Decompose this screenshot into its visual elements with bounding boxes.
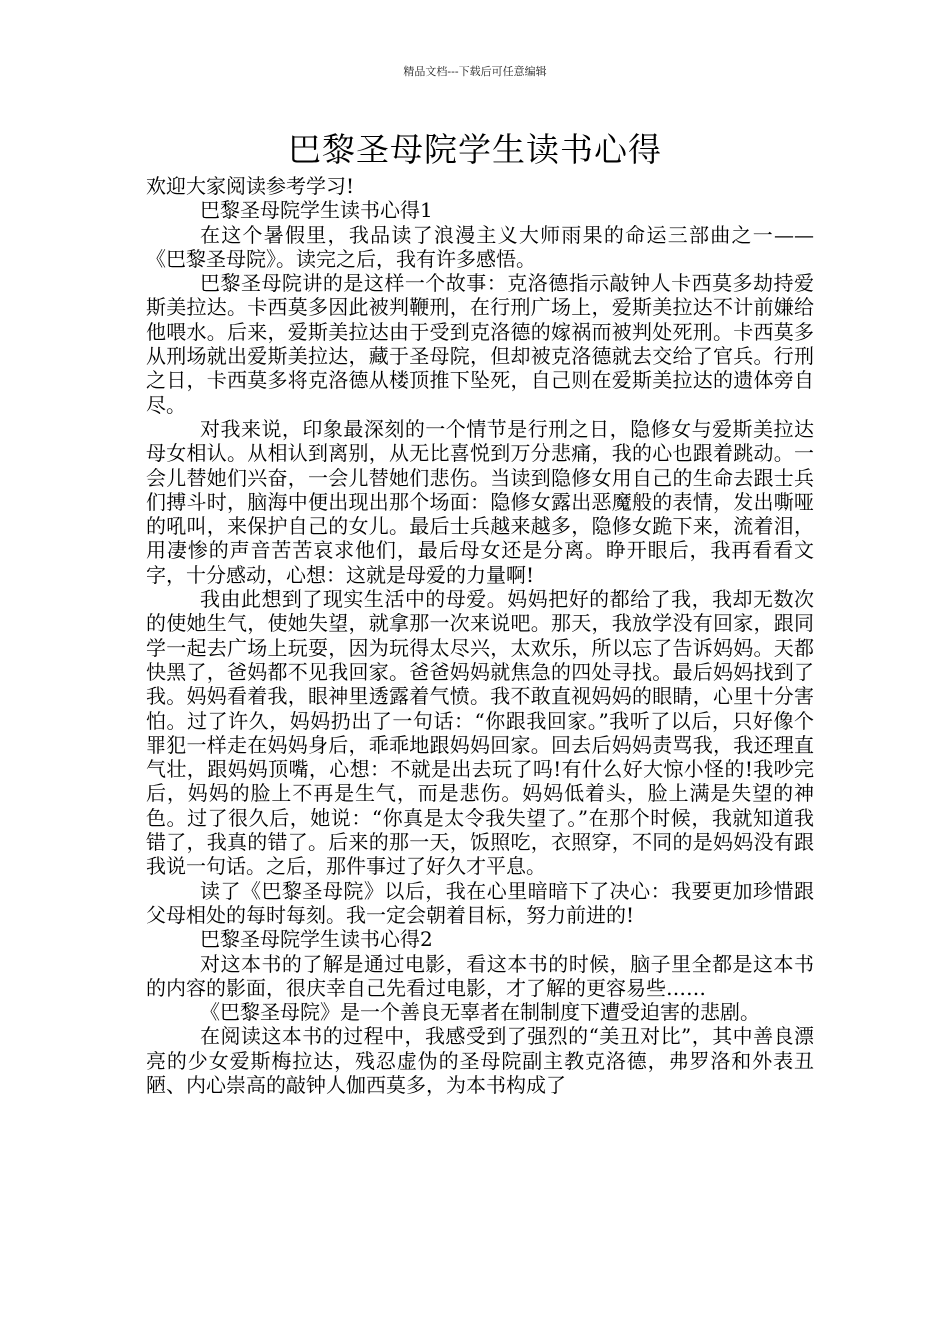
- intro-line: 欢迎大家阅读参考学习!: [146, 174, 355, 198]
- section-heading-2: 巴黎圣母院学生读书心得2: [200, 927, 433, 952]
- page-header-note: 精品文档---下载后可任意编辑: [403, 65, 547, 78]
- paragraph: 对我来说，印象最深刻的一个情节是行刑之日，隐修女与爱斯美拉达母女相认。从相认到离别，从无比喜悦到万分悲痛，我的心也跟着跳动。一会儿替她们兴奋，一会儿替她们悲伤。当读到隐修女用自己的生命去跟士兵们搏斗时，脑海中便出现出那个场面：隐修女露出恶魔般的表情，发出嘶哑的吼叫，来保护自己的女儿。最后士兵越来越多，隐修女跪下来，流着泪，用凄惨的声音苦苦哀求他们，最后母女还是分离。睁开眼后，我再看看文字，十分感动，心想：这就是母爱的力量啊!: [146, 416, 814, 587]
- document-title: 巴黎圣母院学生读书心得: [288, 130, 662, 169]
- paragraph: 巴黎圣母院讲的是这样一个故事：克洛德指示敲钟人卡西莫多劫持爱斯美拉达。卡西莫多因此被判鞭刑，在行刑广场上，爱斯美拉达不计前嫌给他喂水。后来，爱斯美拉达由于受到克洛德的嫁祸而被判处死刑。卡西莫多从刑场就出爱斯美拉达，藏于圣母院，但却被克洛德就去交给了官兵。行刑之日，卡西莫多将克洛德从楼顶推下坠死，自己则在爱斯美拉达的遗体旁自尽。: [146, 271, 814, 417]
- paragraph: 对这本书的了解是通过电影，看这本书的时候，脑子里全都是这本书的内容的影面，很庆幸自己先看过电影，才了解的更容易些……: [146, 951, 814, 1000]
- paragraph: 读了《巴黎圣母院》以后，我在心里暗暗下了决心：我要更加珍惜跟父母相处的每时每刻。我一定会朝着目标，努力前进的!: [146, 878, 814, 927]
- paragraph: 在这个暑假里，我品读了浪漫主义大师雨果的命运三部曲之一——《巴黎圣母院》。读完之后，我有许多感悟。: [146, 222, 814, 271]
- paragraph: 我由此想到了现实生活中的母爱。妈妈把好的都给了我，我却无数次的使她生气，使她失望，就拿那一次来说吧。那天，我放学没有回家，跟同学一起去广场上玩耍，因为玩得太尽兴，太欢乐，所以忘了告诉妈妈。天都快黑了，爸妈都不见我回家。爸爸妈妈就焦急的四处寻找。最后妈妈找到了我。妈妈看着我，眼神里透露着气愤。我不敢直视妈妈的眼睛，心里十分害怕。过了许久，妈妈扔出了一句话：“你跟我回家。”我听了以后，只好像个罪犯一样走在妈妈身后，乖乖地跟妈妈回家。回去后妈妈责骂我，我还理直气壮，跟妈妈顶嘴，心想：不就是出去玩了吗!有什么好大惊小怪的!我吵完后，妈妈的脸上不再是生气，而是悲伤。妈妈低着头，脸上满是失望的神色。过了很久后，她说：“你真是太令我失望了。”在那个时候，我就知道我错了，我真的错了。后来的那一天，饭照吃，衣照穿，不同的是妈妈没有跟我说一句话。之后，那件事过了好久才平息。: [146, 587, 814, 879]
- paragraph: 在阅读这本书的过程中，我感受到了强烈的“美丑对比”，其中善良漂亮的少女爱斯梅拉达，残忍虚伪的圣母院副主教克洛德，弗罗洛和外表丑陋、内心崇高的敲钟人伽西莫多，为本书构成了: [146, 1024, 814, 1097]
- document-body: [146, 174, 814, 1097]
- paragraph: 《巴黎圣母院》是一个善良无辜者在制制度下遭受迫害的悲剧。: [200, 1000, 760, 1025]
- section-heading-1: 巴黎圣母院学生读书心得1: [200, 198, 433, 223]
